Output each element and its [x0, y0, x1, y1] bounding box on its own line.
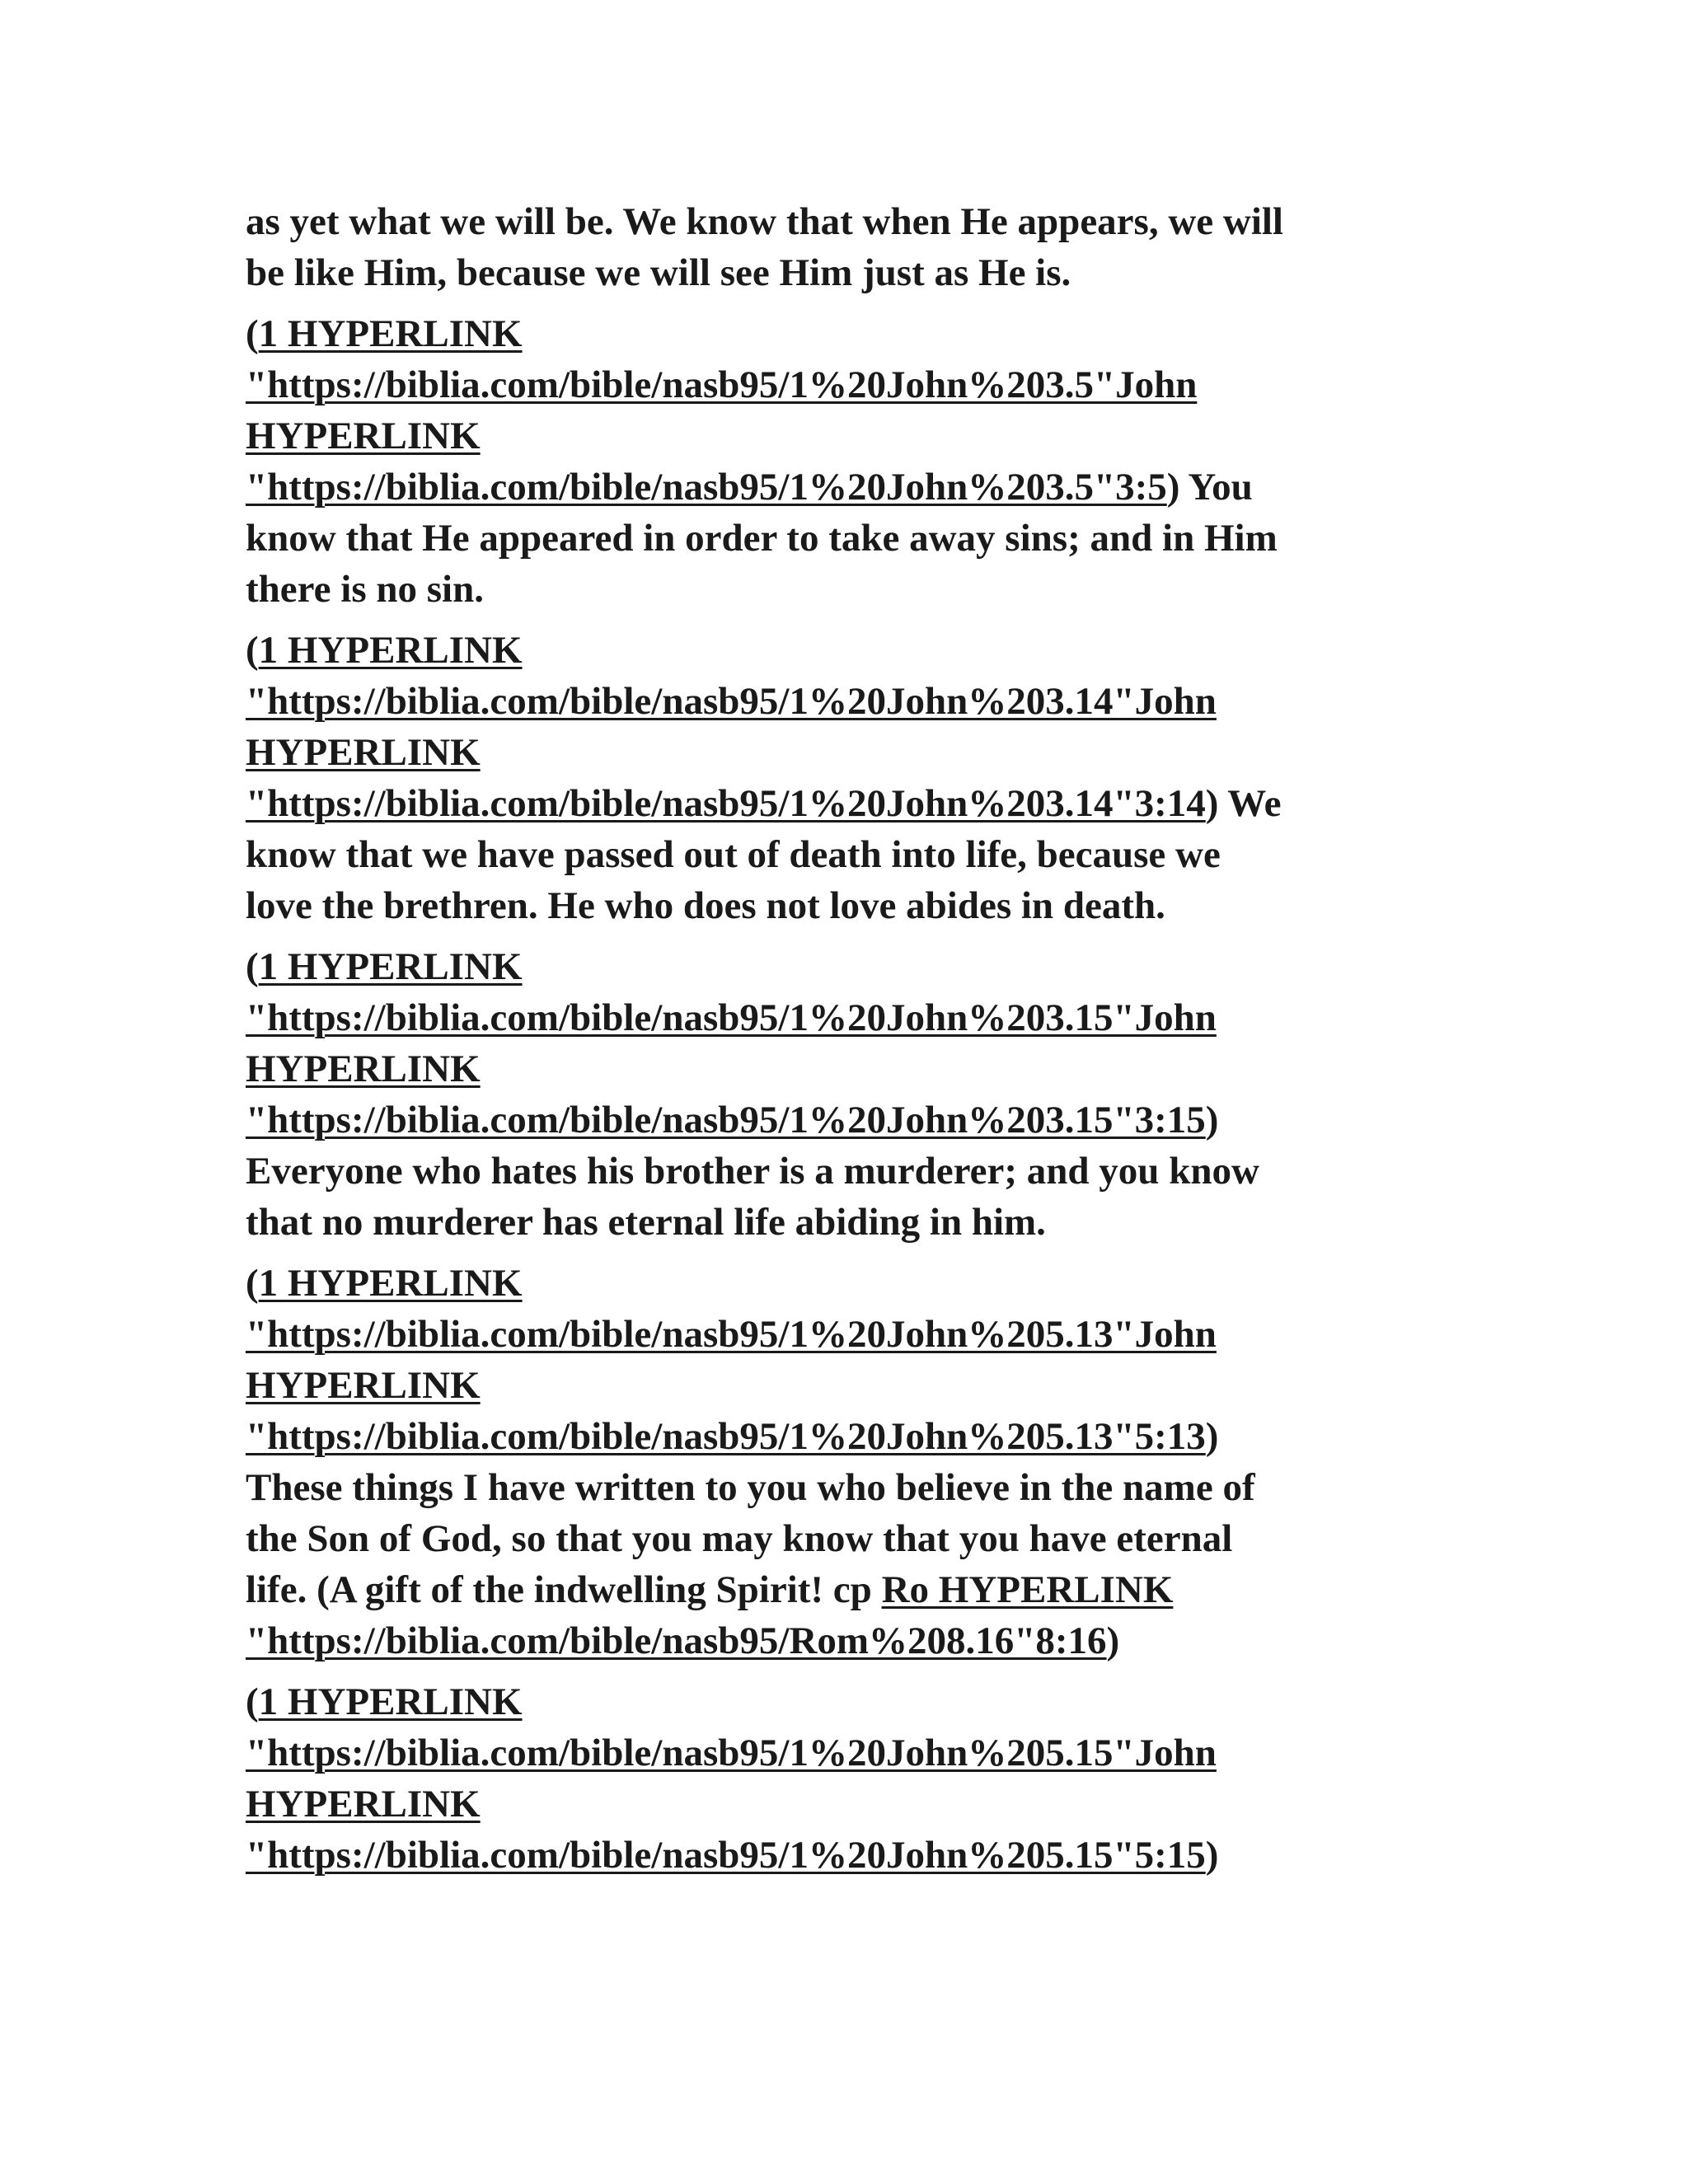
body-text: that no murderer has eternal life abiding in him.	[246, 1201, 1046, 1244]
body-text: know that we have passed out of death into life, because we	[246, 833, 1221, 876]
text-line	[246, 247, 1432, 298]
body-text: )	[1205, 1834, 1219, 1877]
body-text: there is no sin.	[246, 568, 484, 611]
hyperlink-text[interactable]: Ro HYPERLINK	[881, 1568, 1174, 1611]
hyperlink-text[interactable]: "https://biblia.com/bible/nasb95/1%20John%203.14"John	[246, 680, 1217, 723]
body-text: be like Him, because we will see Him just as He is.	[246, 251, 1071, 294]
body-text: (	[246, 312, 259, 355]
text-line	[246, 1197, 1432, 1248]
body-text: Everyone who hates his brother is a murderer; and you know	[246, 1150, 1259, 1193]
hyperlink-text[interactable]: 1 HYPERLINK	[258, 1680, 523, 1723]
text-line	[246, 1830, 1432, 1881]
text-line	[246, 359, 1432, 410]
text-line	[246, 625, 1432, 676]
text-line	[246, 829, 1432, 880]
hyperlink-text[interactable]: "https://biblia.com/bible/nasb95/1%20John%205.13"John	[246, 1313, 1217, 1356]
block-spacer	[246, 931, 1432, 941]
body-text: ) You	[1166, 466, 1253, 509]
block-spacer	[246, 1248, 1432, 1258]
body-text: ) We	[1205, 782, 1282, 825]
body-text: (	[246, 945, 259, 988]
hyperlink-text[interactable]: HYPERLINK	[246, 415, 481, 457]
body-text: the Son of God, so that you may know that you have eternal	[246, 1517, 1233, 1560]
hyperlink-text[interactable]: "https://biblia.com/bible/nasb95/1%20John%205.13"5:13	[246, 1415, 1206, 1458]
text-line	[246, 513, 1432, 564]
text-line	[246, 308, 1432, 359]
text-line	[246, 1258, 1432, 1309]
text-line	[246, 1309, 1432, 1360]
body-text: as yet what we will be. We know that when He appears, we will	[246, 200, 1283, 243]
text-block	[246, 196, 1432, 298]
document-body	[246, 196, 1432, 1881]
text-line	[246, 1146, 1432, 1197]
text-line	[246, 1360, 1432, 1411]
text-line	[246, 462, 1432, 513]
text-line	[246, 880, 1432, 931]
text-line	[246, 1727, 1432, 1779]
hyperlink-text[interactable]: 1 HYPERLINK	[258, 629, 523, 672]
text-line	[246, 410, 1432, 462]
text-line	[246, 1615, 1432, 1666]
text-line	[246, 676, 1432, 727]
hyperlink-text[interactable]: HYPERLINK	[246, 731, 481, 774]
hyperlink-text[interactable]: "https://biblia.com/bible/nasb95/1%20John%205.15"5:15	[246, 1834, 1206, 1877]
text-line	[246, 564, 1432, 615]
hyperlink-text[interactable]: "https://biblia.com/bible/nasb95/1%20John%203.15"3:15	[246, 1099, 1206, 1141]
hyperlink-text[interactable]: "https://biblia.com/bible/nasb95/1%20John%203.5"3:5	[246, 466, 1167, 509]
text-line	[246, 778, 1432, 829]
body-text: )	[1205, 1099, 1219, 1141]
hyperlink-text[interactable]: "https://biblia.com/bible/nasb95/1%20John%203.15"John	[246, 996, 1217, 1039]
hyperlink-text[interactable]: HYPERLINK	[246, 1047, 481, 1090]
hyperlink-text[interactable]: 1 HYPERLINK	[258, 945, 523, 988]
body-text: (	[246, 1262, 259, 1305]
block-spacer	[246, 615, 1432, 625]
hyperlink-text[interactable]: HYPERLINK	[246, 1364, 481, 1407]
text-line	[246, 727, 1432, 778]
text-line	[246, 1779, 1432, 1830]
body-text: love the brethren. He who does not love abides in death.	[246, 884, 1165, 927]
text-line	[246, 1411, 1432, 1462]
text-block	[246, 1258, 1432, 1666]
text-line	[246, 1564, 1432, 1615]
block-spacer	[246, 1666, 1432, 1676]
hyperlink-text[interactable]: "https://biblia.com/bible/nasb95/1%20John%205.15"John	[246, 1732, 1217, 1774]
hyperlink-text[interactable]: "https://biblia.com/bible/nasb95/1%20John%203.5"John	[246, 363, 1198, 406]
text-line	[246, 1676, 1432, 1727]
body-text: )	[1106, 1619, 1120, 1662]
text-line	[246, 196, 1432, 247]
body-text: life. (A gift of the indwelling Spirit! cp	[246, 1568, 882, 1611]
body-text: (	[246, 629, 259, 672]
hyperlink-text[interactable]: 1 HYPERLINK	[258, 312, 523, 355]
hyperlink-text[interactable]: "https://biblia.com/bible/nasb95/1%20John%203.14"3:14	[246, 782, 1206, 825]
text-block	[246, 308, 1432, 615]
body-text: (	[246, 1680, 259, 1723]
body-text: know that He appeared in order to take away sins; and in Him	[246, 517, 1278, 560]
text-line	[246, 941, 1432, 992]
text-block	[246, 625, 1432, 931]
hyperlink-text[interactable]: HYPERLINK	[246, 1783, 481, 1825]
text-block	[246, 1676, 1432, 1881]
text-line	[246, 1094, 1432, 1146]
text-line	[246, 1043, 1432, 1094]
body-text: )	[1205, 1415, 1219, 1458]
block-spacer	[246, 298, 1432, 308]
text-line	[246, 1513, 1432, 1564]
body-text: These things I have written to you who believe in the name of	[246, 1466, 1255, 1509]
text-line	[246, 1462, 1432, 1513]
hyperlink-text[interactable]: "https://biblia.com/bible/nasb95/Rom%208.16"8:16	[246, 1619, 1107, 1662]
text-block	[246, 941, 1432, 1248]
hyperlink-text[interactable]: 1 HYPERLINK	[258, 1262, 523, 1305]
text-line	[246, 992, 1432, 1043]
